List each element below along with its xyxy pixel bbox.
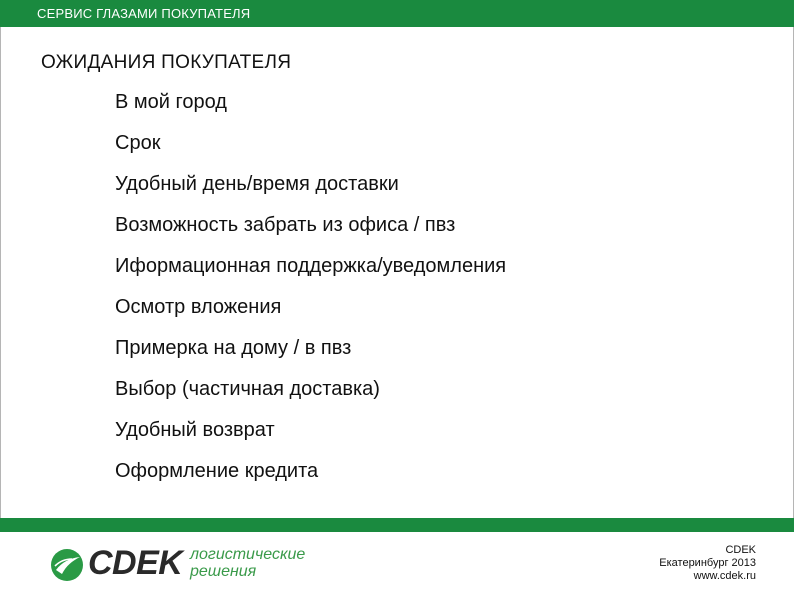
list-item: Примерка на дому / в пвз	[115, 337, 352, 359]
list-item: Оформление кредита	[115, 460, 319, 482]
list-item: Удобный день/время доставки	[115, 173, 399, 195]
footer-city-year: Екатеринбург 2013	[659, 557, 756, 569]
footer-website: www.cdek.ru	[693, 570, 756, 582]
list-item: В мой город	[115, 91, 227, 113]
logo-wordmark: CDEK	[88, 544, 183, 582]
logo-tagline-line2: решения	[190, 563, 257, 580]
cdek-logo-icon	[50, 548, 84, 582]
list-item: Удобный возврат	[115, 419, 275, 441]
header-title: СЕРВИС ГЛАЗАМИ ПОКУПАТЕЛЯ	[37, 6, 251, 21]
footer-company: CDEK	[725, 544, 756, 556]
list-item: Срок	[115, 132, 161, 154]
footer-info	[659, 544, 756, 583]
list-item: Возможность забрать из офиса / пвз	[115, 214, 456, 236]
footer-bar	[0, 518, 794, 532]
list-item: Иформационная поддержка/уведомления	[115, 255, 507, 277]
page-title: ОЖИДАНИЯ ПОКУПАТЕЛЯ	[41, 52, 292, 73]
list-item: Выбор (частичная доставка)	[115, 378, 380, 400]
header-bar	[0, 0, 794, 27]
expectations-list	[115, 87, 506, 497]
logo-tagline-line1: логистические	[190, 546, 306, 563]
list-item: Осмотр вложения	[115, 296, 282, 318]
logo-tagline	[190, 546, 305, 580]
